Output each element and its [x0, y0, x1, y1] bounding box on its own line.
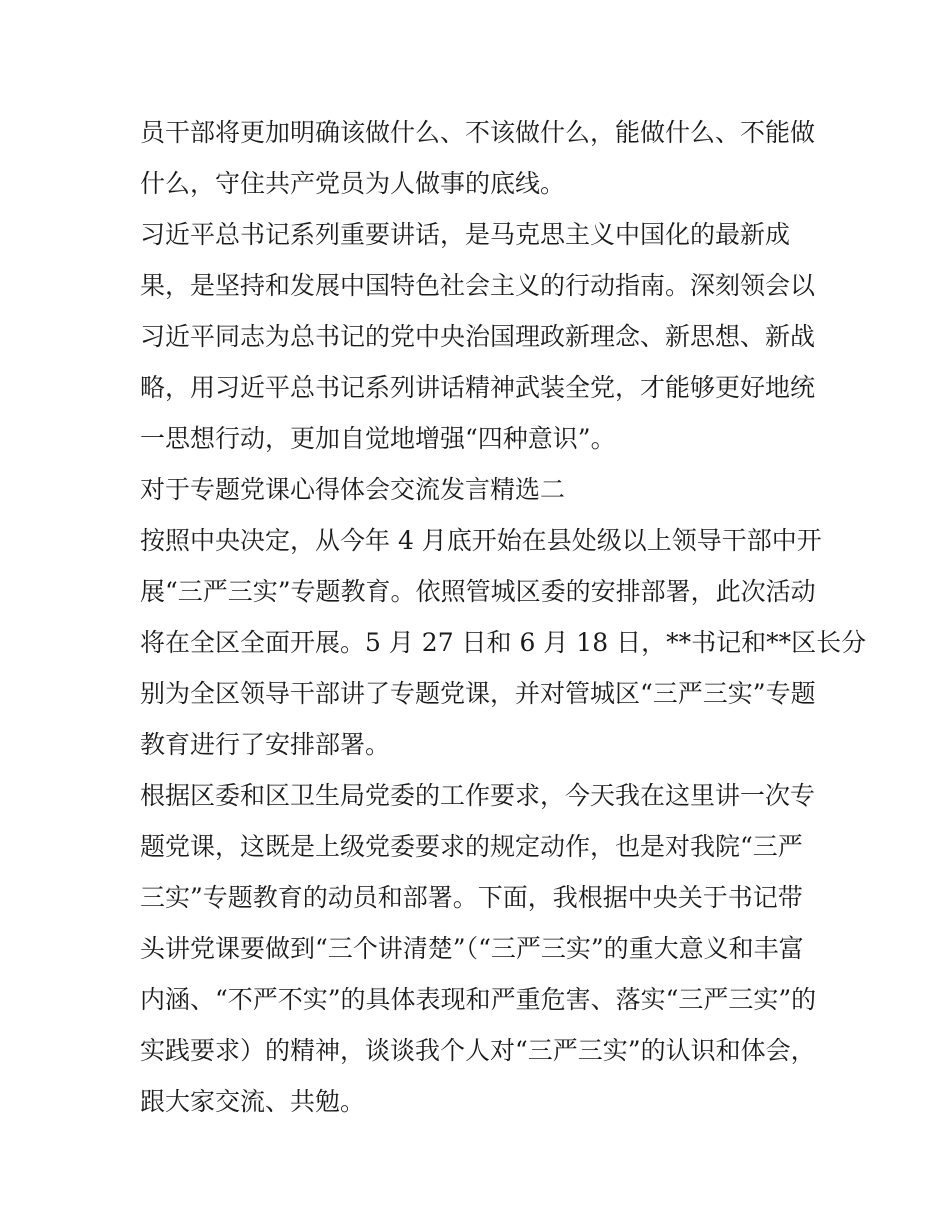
text-line-3: 习近平总书记系列重要讲话，是马克思主义中国化的最新成: [140, 220, 791, 249]
text-line-6: 略，用习近平总书记系列讲话精神武装全党，才能够更好地统: [140, 373, 816, 402]
text-line-17: 头讲党课要做到“三个讲清楚”（“三严三实”的重大意义和丰富: [140, 934, 804, 963]
text-line-13: 教育进行了安排部署。: [140, 730, 391, 759]
text-line-18: 内涵、“不严不实”的具体表现和严重危害、落实“三严三实”的: [140, 985, 817, 1014]
text-line-11: 将在全区全面开展。5 月 27 日和 6 月 18 日，**书记和**区长分: [140, 628, 867, 657]
text-line-20: 跟大家交流、共勉。: [140, 1087, 366, 1116]
text-line-4: 果，是坚持和发展中国特色社会主义的行动指南。深刻领会以: [140, 271, 816, 300]
text-line-14: 根据区委和区卫生局党委的工作要求，今天我在这里讲一次专: [140, 781, 816, 810]
section-heading: 对于专题党课心得体会交流发言精选二: [140, 475, 566, 504]
text-line-15: 题党课，这既是上级党委要求的规定动作，也是对我院“三严: [140, 832, 803, 861]
text-line-1: 员干部将更加明确该做什么、不该做什么，能做什么、不能做: [140, 118, 816, 147]
text-line-12: 别为全区领导干部讲了专题党课，并对管城区“三严三实”专题: [140, 679, 816, 708]
text-line-2: 什么，守住共产党员为人做事的底线。: [140, 169, 566, 198]
text-line-10: 展“三严三实”专题教育。依照管城区委的安排部署，此次活动: [140, 577, 816, 606]
text-line-9: 按照中央决定，从今年 4 月底开始在县处级以上领导干部中开: [140, 526, 822, 555]
text-line-16: 三实”专题教育的动员和部署。下面，我根据中央关于书记带: [140, 883, 803, 912]
text-line-19: 实践要求）的精神，谈谈我个人对“三严三实”的认识和体会，: [140, 1036, 816, 1065]
text-line-7: 一思想行动，更加自觉地增强“四种意识”。: [140, 424, 616, 453]
document-body: [140, 107, 867, 1127]
text-line-5: 习近平同志为总书记的党中央治国理政新理念、新思想、新战: [140, 322, 816, 351]
